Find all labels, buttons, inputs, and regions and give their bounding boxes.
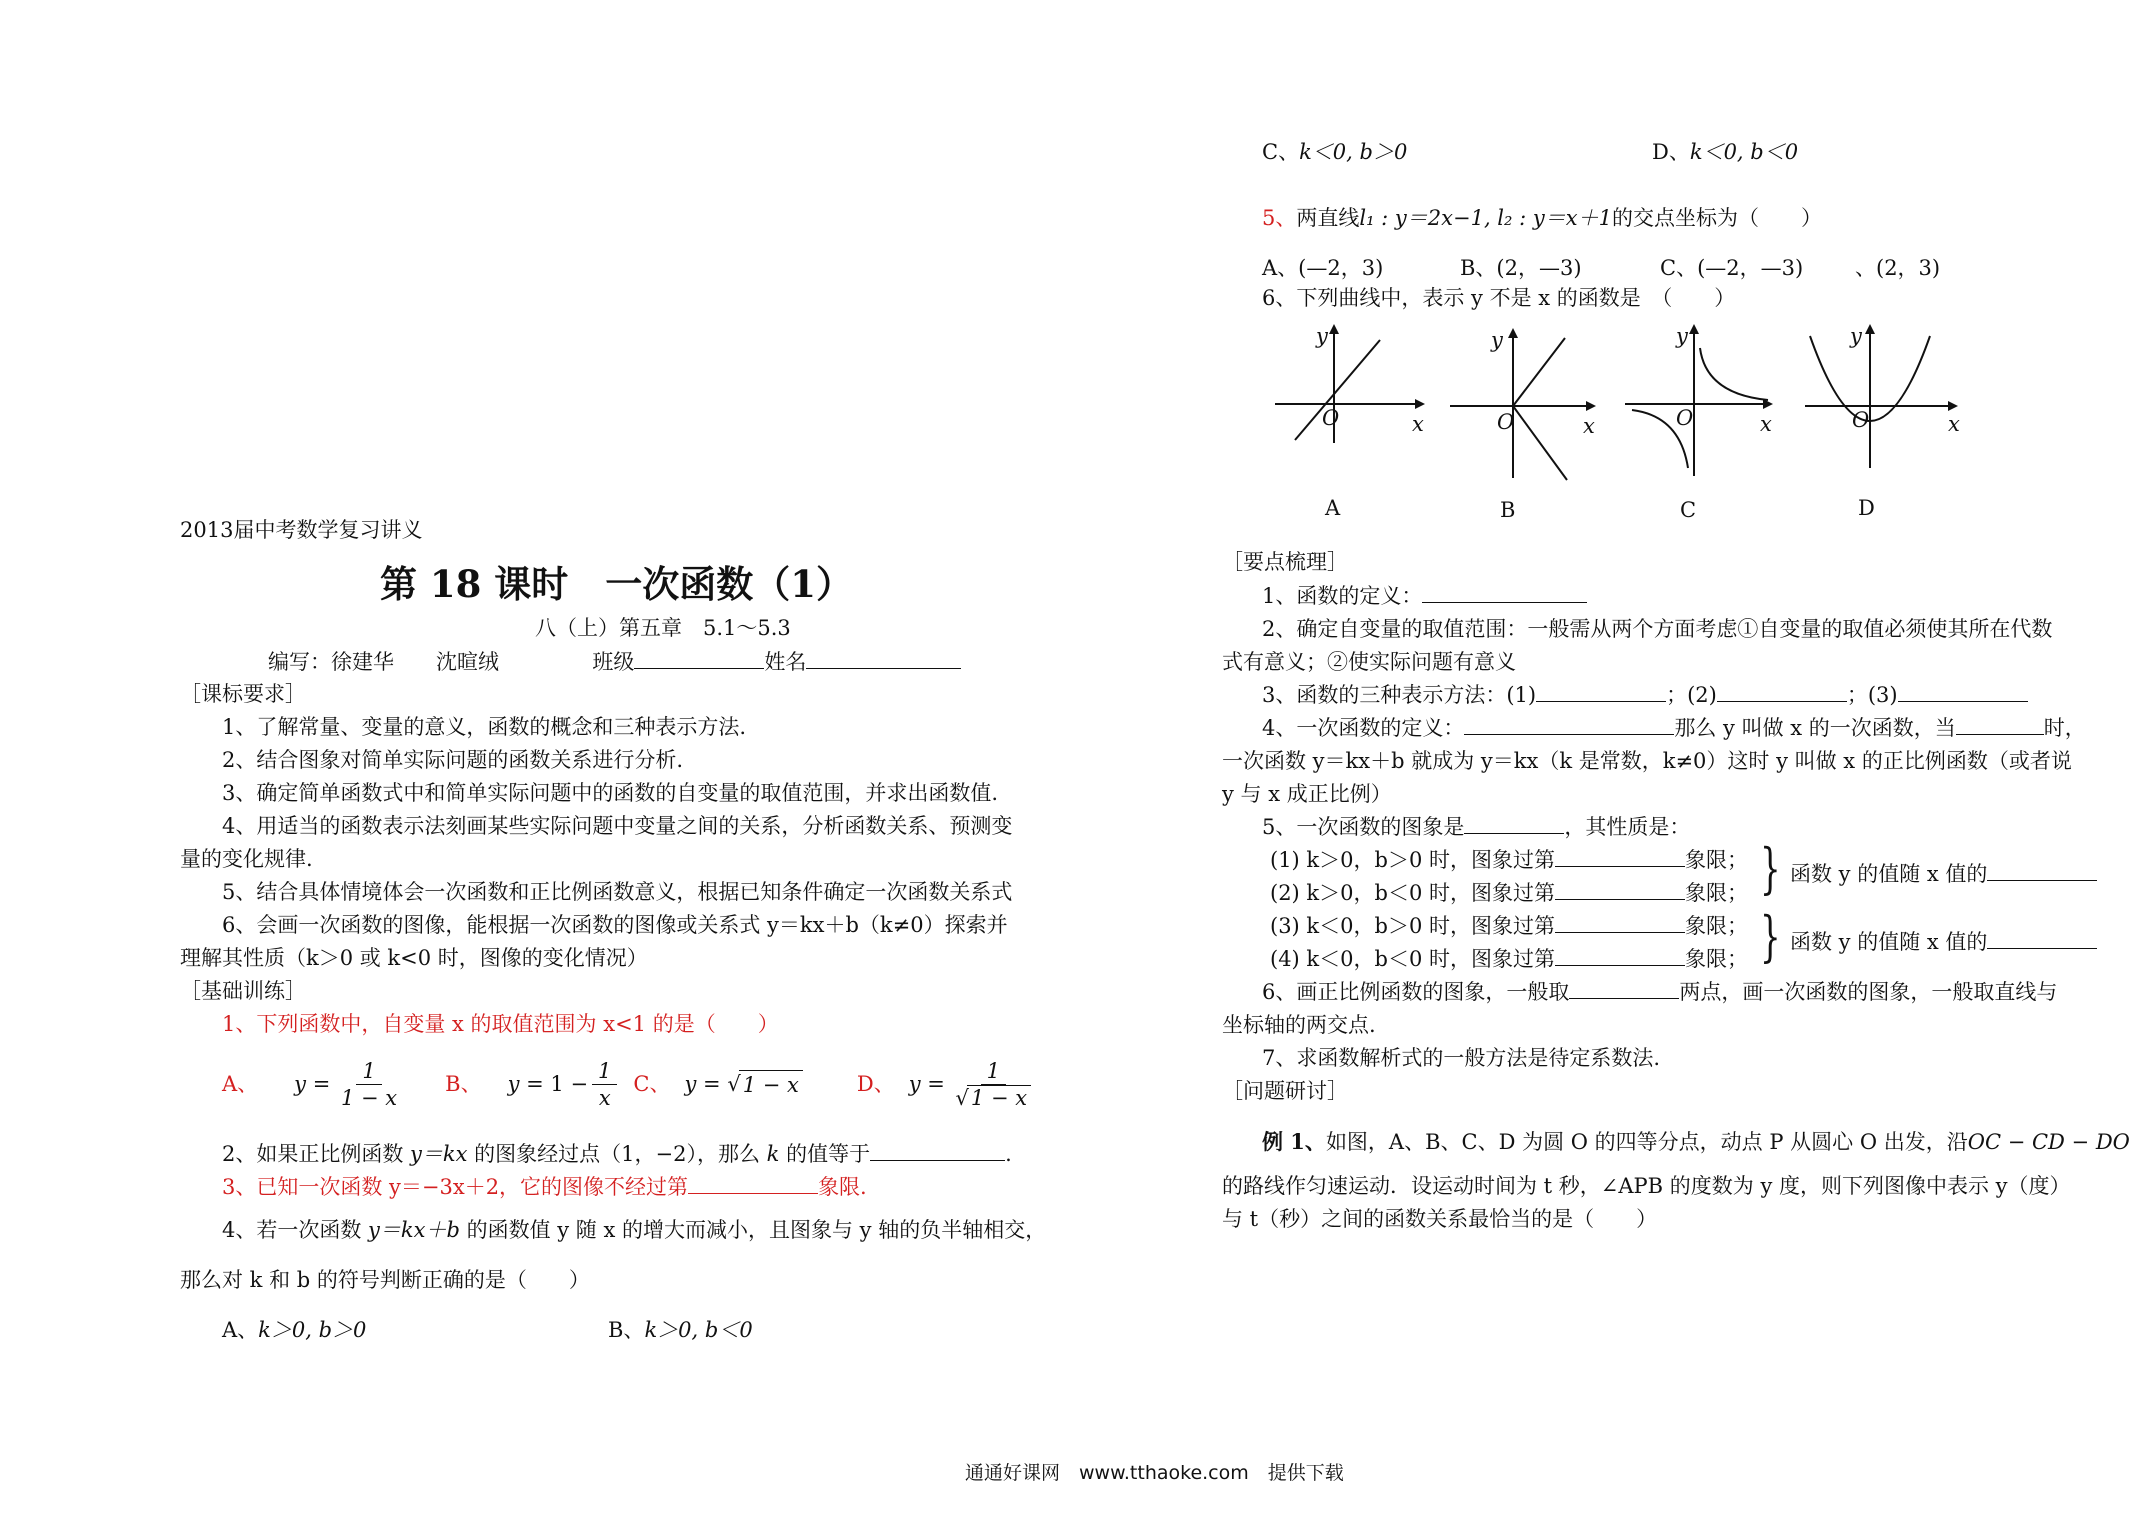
case-1-text: (1) k＞0，b＞0 时，图象过第 bbox=[1270, 848, 1555, 872]
q4-option-b-math: k＞0, b＜0 bbox=[644, 1318, 753, 1342]
point-4d: 一次函数 y＝kx＋b 就成为 y＝kx（k 是常数，k≠0）这时 y 叫做 x 的正比例函数（或者说 bbox=[1222, 749, 2072, 773]
section-requirements: ［课标要求］ bbox=[180, 682, 306, 706]
graph-c-caption: C bbox=[1680, 498, 1697, 522]
footer-credit: 通通好课网 www.tthaoke.com 提供下载 bbox=[965, 1462, 1344, 1484]
brace-1-label: 函数 y 的值随 x 值的 bbox=[1790, 862, 1988, 886]
brace-2-blank[interactable] bbox=[1987, 928, 2097, 949]
case-4-blank[interactable] bbox=[1555, 945, 1685, 966]
q2-period: . bbox=[1005, 1142, 1012, 1166]
requirement-4a: 4、用适当的函数表示法刻画某些实际问题中变量之间的关系，分析函数关系、预测变 bbox=[222, 814, 1013, 838]
point-4-text-b: 那么 y 叫做 x 的一次函数，当 bbox=[1674, 716, 1956, 740]
q4-math: y＝kx＋b bbox=[368, 1218, 460, 1242]
q5-number: 5、 bbox=[1262, 206, 1297, 230]
requirement-6a: 6、会画一次函数的图像，能根据一次函数的图像或关系式 y＝kx＋b（k≠0）探索并 bbox=[222, 913, 1008, 937]
q1-option-d-label: D、 bbox=[856, 1072, 895, 1096]
case-1-suffix: 象限； bbox=[1685, 848, 1748, 872]
graph-a bbox=[1270, 318, 1430, 488]
graph-d-svg bbox=[1800, 318, 1970, 488]
brace-1-blank[interactable] bbox=[1987, 860, 2097, 881]
requirement-2: 2、结合图象对简单实际问题的函数关系进行分析. bbox=[222, 748, 684, 772]
example-1-math: OC − CD − DO bbox=[1967, 1130, 2130, 1154]
lesson-title: 第 18 课时 一次函数（1） bbox=[380, 562, 853, 606]
graph-d-origin: O bbox=[1852, 408, 1870, 432]
graph-b-y-label: y bbox=[1491, 328, 1503, 352]
graph-b-origin: O bbox=[1497, 410, 1515, 434]
requirement-6b: 理解其性质（k＞0 或 k<0 时，图像的变化情况） bbox=[180, 946, 648, 970]
q2-text-b: 的图象经过点（1，−2），那么 bbox=[467, 1142, 767, 1166]
case-3-text: (3) k＜0，b＞0 时，图象过第 bbox=[1270, 914, 1555, 938]
graph-a-origin: O bbox=[1322, 406, 1340, 430]
q4-option-a-math: k＞0, b＞0 bbox=[258, 1318, 367, 1342]
graph-c-x-label: x bbox=[1760, 412, 1772, 436]
q1-options bbox=[222, 1052, 1035, 1116]
point-5-case-3 bbox=[1270, 912, 1748, 940]
q3-text-a: 3、已知一次函数 y＝−3x＋2，它的图像不经过第 bbox=[222, 1175, 689, 1199]
point-5-case-2 bbox=[1270, 879, 1748, 907]
graph-a-x-label: x bbox=[1412, 412, 1424, 436]
section-basic-training: ［基础训练］ bbox=[180, 979, 306, 1003]
point-6a bbox=[1262, 978, 2057, 1006]
name-blank[interactable] bbox=[806, 648, 961, 669]
q2-text-c: 的值等于 bbox=[779, 1142, 871, 1166]
graph-a-caption: A bbox=[1325, 496, 1341, 520]
q1-option-c-expr: y = √ 1 − x bbox=[685, 1070, 803, 1099]
q2-text-a: 2、如果正比例函数 bbox=[222, 1142, 411, 1166]
requirement-3: 3、确定简单函数式中和简单实际问题中的函数的自变量的取值范围，并求出函数值. bbox=[222, 781, 999, 805]
q2-answer-blank[interactable] bbox=[870, 1140, 1005, 1161]
graph-c-svg bbox=[1620, 318, 1780, 488]
brace-1-text bbox=[1790, 860, 2097, 888]
example-1-label: 例 1、 bbox=[1262, 1129, 1326, 1154]
example-1a bbox=[1262, 1128, 2130, 1156]
authors bbox=[268, 648, 961, 676]
point-3-text-a: 3、函数的三种表示方法：(1) bbox=[1262, 683, 1537, 707]
example-1c: 与 t（秒）之间的函数关系最恰当的是（ ） bbox=[1222, 1207, 1658, 1231]
point-5-case-4 bbox=[1270, 945, 1748, 973]
example-1-text-a: 如图，A、B、C、D 为圆 O 的四等分点，动点 P 从圆心 O 出发，沿 bbox=[1325, 1130, 1968, 1154]
q1-option-b-label: B、 bbox=[445, 1072, 482, 1096]
point-4-blank-1[interactable] bbox=[1464, 714, 1674, 735]
requirement-1: 1、了解常量、变量的意义，函数的概念和三种表示方法. bbox=[222, 715, 747, 739]
requirement-5: 5、结合具体情境体会一次函数和正比例函数意义，根据已知条件确定一次函数关系式 bbox=[222, 880, 1013, 904]
graph-b bbox=[1445, 318, 1605, 488]
point-6c: 坐标轴的两交点. bbox=[1222, 1013, 1376, 1037]
q4-option-b bbox=[608, 1316, 753, 1344]
point-3-blank-3[interactable] bbox=[1898, 681, 2028, 702]
q4-option-a bbox=[222, 1316, 366, 1344]
graph-a-y-label: y bbox=[1316, 324, 1328, 348]
point-5-case-1 bbox=[1270, 846, 1748, 874]
brace-2-text bbox=[1790, 928, 2097, 956]
graph-c-y-label: y bbox=[1676, 324, 1688, 348]
case-2-blank[interactable] bbox=[1555, 879, 1685, 900]
graph-a-svg bbox=[1270, 318, 1430, 488]
q1-option-b-expr: y = 1 − $\frac{1}{x}$ bbox=[508, 1058, 622, 1111]
class-blank[interactable] bbox=[634, 648, 764, 669]
point-1 bbox=[1262, 582, 1587, 610]
question-3 bbox=[222, 1173, 867, 1201]
q4-option-a-label: A、 bbox=[222, 1318, 259, 1342]
case-3-suffix: 象限； bbox=[1685, 914, 1748, 938]
graph-b-svg bbox=[1445, 318, 1605, 488]
q4-option-c-label: C、 bbox=[1262, 140, 1300, 164]
case-2-text: (2) k＞0，b＜0 时，图象过第 bbox=[1270, 881, 1555, 905]
point-6-blank[interactable] bbox=[1569, 978, 1679, 999]
q5-option-d: 、(2，3) bbox=[1855, 256, 1941, 280]
name-label: 姓名 bbox=[764, 650, 807, 674]
graph-d-x-label: x bbox=[1948, 412, 1960, 436]
brace-2: } bbox=[1760, 905, 1781, 968]
point-3 bbox=[1262, 681, 2028, 709]
graph-b-caption: B bbox=[1500, 498, 1516, 522]
case-1-blank[interactable] bbox=[1555, 846, 1685, 867]
q4-option-b-label: B、 bbox=[608, 1318, 645, 1342]
case-4-text: (4) k＜0，b＜0 时，图象过第 bbox=[1270, 947, 1555, 971]
q1-option-d-expr: y = $\frac{1}{√1 - x}$ bbox=[909, 1058, 1035, 1111]
point-5-text-b: ，其性质是： bbox=[1564, 815, 1691, 839]
point-4-text-c: 时， bbox=[2043, 716, 2086, 740]
graph-c bbox=[1620, 318, 1780, 488]
point-6-text-a: 6、画正比例函数的图象，一般取 bbox=[1262, 980, 1570, 1004]
q3-text-b: 象限. bbox=[818, 1175, 867, 1199]
example-1b: 的路线作匀速运动．设运动时间为 t 秒，∠APB 的度数为 y 度，则下列图像中表示 y（度） bbox=[1222, 1174, 2071, 1198]
requirement-4b: 量的变化规律. bbox=[180, 847, 313, 871]
q4-option-d bbox=[1652, 138, 1798, 166]
section-key-points: ［要点梳理］ bbox=[1222, 550, 1348, 574]
q4-option-c bbox=[1262, 138, 1407, 166]
q5-option-c: C、(—2，—3) bbox=[1660, 256, 1804, 280]
point-4-text-a: 4、一次函数的定义： bbox=[1262, 716, 1465, 740]
point-3-blank-2[interactable] bbox=[1717, 681, 1847, 702]
q5-text-pre: 两直线 bbox=[1296, 206, 1360, 230]
q1-option-a-label: A、 bbox=[222, 1072, 259, 1096]
question-5 bbox=[1262, 204, 1822, 232]
case-4-suffix: 象限； bbox=[1685, 947, 1748, 971]
authors-text: 编写：徐建华 沈暄绒 bbox=[268, 650, 499, 674]
question-4a bbox=[222, 1216, 1046, 1244]
point-2a: 2、确定自变量的取值范围：一般需从两个方面考虑①自变量的取值必须使其所在代数 bbox=[1262, 617, 2053, 641]
question-2 bbox=[222, 1140, 1012, 1168]
case-2-suffix: 象限； bbox=[1685, 881, 1748, 905]
chapter-subtitle: 八（上）第五章 5.1～5.3 bbox=[535, 616, 791, 640]
brace-1: } bbox=[1760, 837, 1781, 900]
point-4-blank-2[interactable] bbox=[1956, 714, 2044, 735]
case-3-blank[interactable] bbox=[1555, 912, 1685, 933]
q1-option-a-expr: y = $\frac{1}{1 - x}$ bbox=[294, 1058, 398, 1110]
graph-d-y-label: y bbox=[1850, 324, 1862, 348]
point-2b: 式有意义；②使实际问题有意义 bbox=[1222, 650, 1516, 674]
q2-k: k bbox=[766, 1142, 780, 1166]
q3-answer-blank[interactable] bbox=[688, 1173, 818, 1194]
graph-c-origin: O bbox=[1676, 406, 1694, 430]
graph-d bbox=[1800, 318, 1970, 488]
question-4b: 那么对 k 和 b 的符号判断正确的是（ ） bbox=[180, 1268, 590, 1292]
graph-b-x-label: x bbox=[1583, 414, 1595, 438]
point-5-blank[interactable] bbox=[1464, 813, 1564, 834]
point-3-text-b: ；(2) bbox=[1666, 683, 1717, 707]
question-1: 1、下列函数中，自变量 x 的取值范围为 x<1 的是（ ） bbox=[222, 1012, 779, 1036]
q4-option-d-math: k＜0, b＜0 bbox=[1689, 140, 1799, 164]
point-1-blank[interactable] bbox=[1422, 582, 1587, 603]
q4-option-c-math: k＜0, b＞0 bbox=[1299, 140, 1408, 164]
q5-option-b: B、(2，—3) bbox=[1460, 256, 1582, 280]
point-1-text: 1、函数的定义： bbox=[1262, 584, 1423, 608]
point-6-text-b: 两点，画一次函数的图象，一般取直线与 bbox=[1679, 980, 2058, 1004]
question-6: 6、下列曲线中，表示 y 不是 x 的函数是 （ ） bbox=[1262, 286, 1736, 310]
point-3-blank-1[interactable] bbox=[1536, 681, 1666, 702]
point-5 bbox=[1262, 813, 1690, 841]
q4-option-d-label: D、 bbox=[1652, 140, 1690, 164]
q2-math: y＝kx bbox=[410, 1142, 468, 1166]
section-research: ［问题研讨］ bbox=[1222, 1079, 1348, 1103]
point-5-text-a: 5、一次函数的图象是 bbox=[1262, 815, 1465, 839]
point-7: 7、求函数解析式的一般方法是待定系数法. bbox=[1262, 1046, 1661, 1070]
point-3-text-c: ；(3) bbox=[1846, 683, 1898, 707]
document-header: 2013届中考数学复习讲义 bbox=[180, 518, 423, 542]
q5-math: l₁ : y＝2x−1, l₂ : y＝x＋1 bbox=[1359, 206, 1612, 230]
q1-option-c-label: C、 bbox=[633, 1072, 671, 1096]
q5-text-post: 的交点坐标为（ ） bbox=[1611, 206, 1822, 230]
q5-option-a: A、(—2，3) bbox=[1262, 256, 1384, 280]
class-label: 班级 bbox=[592, 650, 635, 674]
brace-2-label: 函数 y 的值随 x 值的 bbox=[1790, 930, 1988, 954]
graph-d-caption: D bbox=[1858, 496, 1875, 520]
q4-text-post: 的函数值 y 随 x 的增大而减小，且图象与 y 轴的负半轴相交， bbox=[459, 1218, 1047, 1242]
point-4a bbox=[1262, 714, 2086, 742]
q4-text-pre: 4、若一次函数 bbox=[222, 1218, 369, 1242]
point-4e: y 与 x 成正比例） bbox=[1222, 782, 1392, 806]
